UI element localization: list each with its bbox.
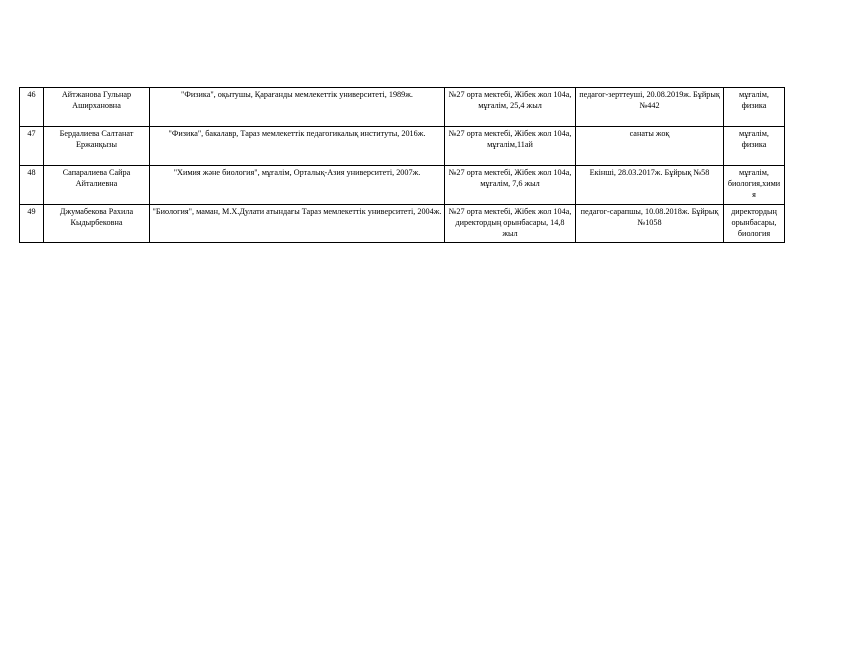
position: мұғалім, физика xyxy=(724,88,785,127)
education: "Физика", бакалавр, Тараз мемлекеттік педагогикалық институты, 2016ж. xyxy=(150,127,445,166)
category: Екінші, 28.03.2017ж. Бұйрық №58 xyxy=(576,166,724,205)
table-row xyxy=(20,88,785,127)
table-row xyxy=(20,166,785,205)
row-number: 46 xyxy=(20,88,44,127)
category: санаты жоқ xyxy=(576,127,724,166)
workplace: №27 орта мектебі, Жібек жол 104а, директордың орынбасары, 14,8 жыл xyxy=(445,205,576,243)
teacher-name: Джумабекова Рахила Кыдырбековна xyxy=(44,205,150,243)
row-number: 49 xyxy=(20,205,44,243)
teacher-name: Сапаралиева Сайра Айталиевна xyxy=(44,166,150,205)
workplace: №27 орта мектебі, Жібек жол 104а, мұғалім, 7,6 жыл xyxy=(445,166,576,205)
teacher-name: Бердалиева Салтанат Ержанқызы xyxy=(44,127,150,166)
row-number: 48 xyxy=(20,166,44,205)
education: "Биология", маман, М.Х.Дулати атындағы Тараз мемлекеттік университеті, 2004ж. xyxy=(150,205,445,243)
workplace: №27 орта мектебі, Жібек жол 104а, мұғалім,11ай xyxy=(445,127,576,166)
table-row xyxy=(20,127,785,166)
position: мұғалім, физика xyxy=(724,127,785,166)
table-row xyxy=(20,205,785,243)
workplace: №27 орта мектебі, Жібек жол 104а, мұғалім, 25,4 жыл xyxy=(445,88,576,127)
position: мұғалім, биология,химия xyxy=(724,166,785,205)
education: "Физика", оқытушы, Қарағанды мемлекеттік университеті, 1989ж. xyxy=(150,88,445,127)
education: "Химия және биология", мұғалім, Орталық-Азия университеті, 2007ж. xyxy=(150,166,445,205)
category: педагог-зерттеуші, 20.08.2019ж. Бұйрық №442 xyxy=(576,88,724,127)
category: педагог-сарапшы, 10.08.2018ж. Бұйрық №1058 xyxy=(576,205,724,243)
row-number: 47 xyxy=(20,127,44,166)
position: директордың орынбасары, биология xyxy=(724,205,785,243)
staff-table xyxy=(19,87,785,243)
teacher-name: Айтжанова Гульнар Аширхановна xyxy=(44,88,150,127)
